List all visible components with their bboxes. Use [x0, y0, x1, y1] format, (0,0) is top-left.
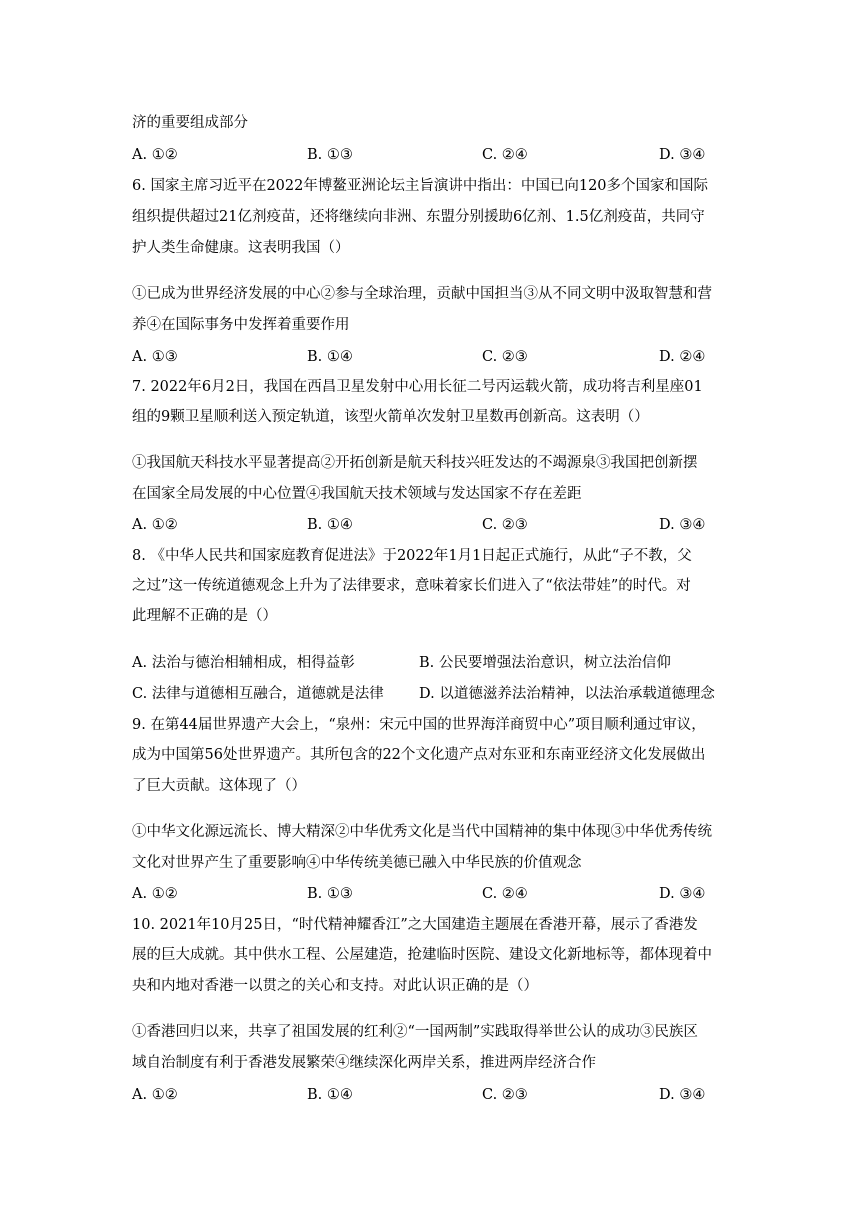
text-line: 养④在国际事务中发挥着重要作用: [132, 317, 350, 333]
option-d: D. ②④: [659, 349, 706, 365]
text-line: 成为中国第56处世界遗产。其所包含的22个文化遗产点对东亚和东南亚经济文化发展做出: [132, 747, 706, 763]
option-d: D. ③④: [659, 147, 706, 163]
option-a: A. 法治与德治相辅相成，相得益彰: [132, 655, 355, 671]
option-b: B. ①④: [307, 1087, 353, 1103]
option-b: B. ①④: [307, 517, 353, 533]
option-a: A. ①②: [132, 1087, 178, 1103]
question-7-text: 7. 2022年6月2日，我国在西昌卫星发射中心用长征二号丙运载火箭，成功将吉利星座01: [132, 379, 703, 395]
option-a: A. ①②: [132, 886, 178, 902]
option-c: C. ②③: [482, 349, 528, 365]
text-line: 护人类生命健康。这表明我国（）: [132, 240, 350, 256]
text-line: 之过”这一传统道德观念上升为了法律要求，意味着家长们进入了“依法带娃”的时代。对: [132, 578, 691, 594]
text-line: 央和内地对香港一以贯之的关心和支持。对此认识正确的是（）: [132, 978, 538, 994]
options-q8-row2: [132, 684, 732, 704]
text-line: 展的巨大成就。其中供水工程、公屋建造，抢建临时医院、建设文化新地标等，都体现着中: [132, 947, 712, 963]
options-q8-row1: [132, 653, 732, 673]
text-line: 了巨大贡献。这体现了（）: [132, 778, 306, 794]
option-d: D. 以道德滋养法治精神，以法治承载道德理念: [419, 686, 715, 702]
text-line: 文化对世界产生了重要影响④中华传统美德已融入中华民族的价值观念: [132, 855, 582, 871]
question-6-text: 6. 国家主席习近平在2022年博鳌亚洲论坛主旨演讲中指出：中国已向120多个国家和国际: [132, 178, 709, 194]
option-d: D. ③④: [659, 517, 706, 533]
option-d: D. ③④: [659, 1087, 706, 1103]
option-d: D. ③④: [659, 886, 706, 902]
option-b: B. 公民要增强法治意识，树立法治信仰: [419, 655, 671, 671]
text-line: 组的9颗卫星顺利送入预定轨道，该型火箭单次发射卫星数再创新高。这表明（）: [132, 409, 649, 425]
option-c: C. 法律与道德相互融合，道德就是法律: [132, 686, 384, 702]
option-c: C. ②④: [482, 886, 528, 902]
text-line: 在国家全局发展的中心位置④我国航天技术领域与发达国家不存在差距: [132, 486, 582, 502]
option-a: A. ①②: [132, 517, 178, 533]
text-line: 组织提供超过21亿剂疫苗，还将继续向非洲、东盟分别援助6亿剂、1.5亿剂疫苗，共同守: [132, 209, 705, 225]
options-q6: [132, 347, 732, 367]
text-line: ①我国航天科技水平显著提高②开拓创新是航天科技兴旺发达的不竭源泉③我国把创新摆: [132, 455, 698, 471]
option-c: C. ②④: [482, 147, 528, 163]
question-9-text: 9. 在第44届世界遗产大会上，“泉州：宋元中国的世界海洋商贸中心”项目顺利通过审议，: [132, 717, 706, 733]
option-c: C. ②③: [482, 517, 528, 533]
option-a: A. ①③: [132, 349, 178, 365]
options-q9: [132, 884, 732, 904]
options-q5: [132, 145, 732, 165]
options-q7: [132, 515, 732, 535]
text-line: ①香港回归以来，共享了祖国发展的红利②“一国两制”实践取得举世公认的成功③民族区: [132, 1024, 698, 1040]
text-line: 此理解不正确的是（）: [132, 608, 277, 624]
question-8-text: 8. 《中华人民共和国家庭教育促进法》于2022年1月1日起正式施行，从此“子不教，父: [132, 548, 692, 564]
option-b: B. ①④: [307, 349, 353, 365]
option-b: B. ①③: [307, 147, 353, 163]
question-10-text: 10. 2021年10月25日，“时代精神耀香江”之大国建造主题展在香港开幕，展示了香港发: [132, 917, 698, 933]
text-line: ①已成为世界经济发展的中心②参与全球治理，贡献中国担当③从不同文明中汲取智慧和营: [132, 286, 712, 302]
option-b: B. ①③: [307, 886, 353, 902]
text-line: 域自治制度有利于香港发展繁荣④继续深化两岸关系，推进两岸经济合作: [132, 1055, 596, 1071]
option-c: C. ②③: [482, 1087, 528, 1103]
option-a: A. ①②: [132, 147, 178, 163]
text-line: 济的重要组成部分: [132, 115, 248, 131]
options-q10: [132, 1085, 732, 1105]
text-line: ①中华文化源远流长、博大精深②中华优秀文化是当代中国精神的集中体现③中华优秀传统: [132, 824, 712, 840]
